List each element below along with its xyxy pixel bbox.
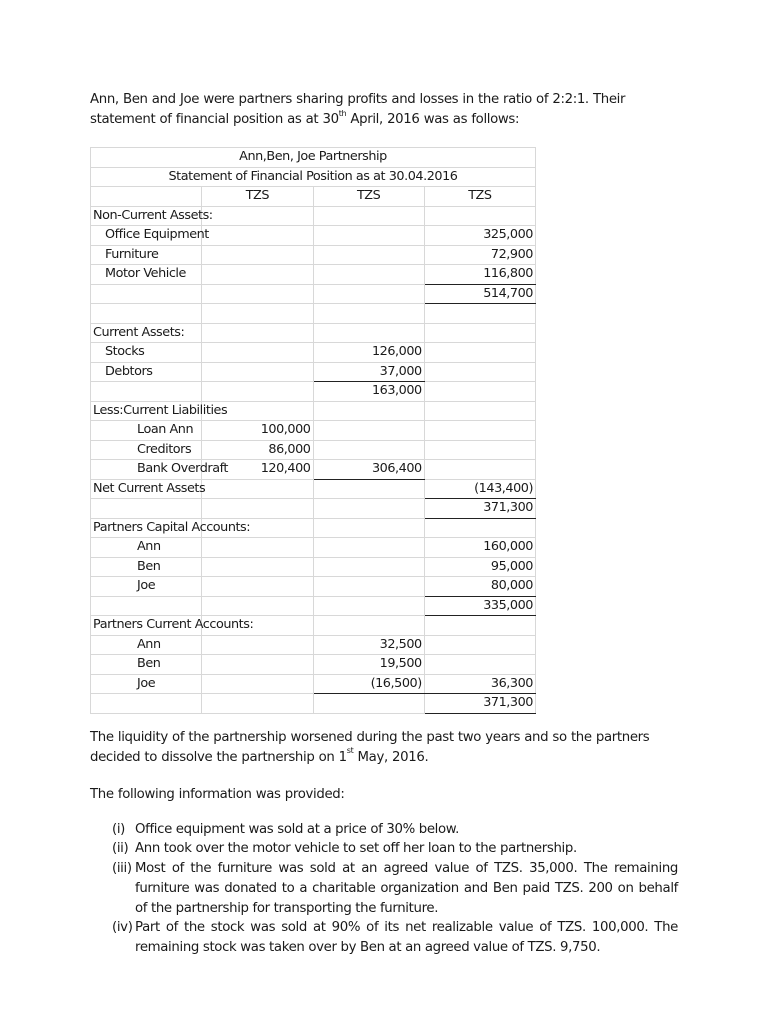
amount-cell: 514,700 [424, 284, 535, 304]
list-item-text: Part of the stock was sold at 90% of its net realizable value of TZS. 100,000. The remaining stock was taken over by Ben at an agreed value of TZS. 9,750. [135, 920, 678, 956]
amount-cell [202, 577, 313, 597]
statement-subtitle: Statement of Financial Position as at 30.04.2016 [91, 167, 536, 187]
table-row [91, 674, 536, 694]
amount-cell [202, 655, 313, 675]
amount-cell: (16,500) [313, 674, 424, 694]
intro-superscript: th [338, 108, 347, 118]
list-item-text: Ann took over the motor vehicle to set off her loan to the partnership. [135, 841, 577, 857]
amount-cell: 160,000 [424, 538, 535, 558]
table-row [91, 616, 536, 636]
statement-title: Ann,Ben, Joe Partnership [91, 148, 536, 168]
row-label: Motor Vehicle [91, 265, 202, 285]
amount-cell: 95,000 [424, 557, 535, 577]
amount-cell: 100,000 [202, 421, 313, 441]
amount-cell: 126,000 [313, 343, 424, 363]
amount-cell [202, 323, 313, 343]
table-row [91, 382, 536, 402]
statement-of-financial-position-table [90, 147, 536, 714]
list-item [112, 859, 678, 918]
dissolution-text: The liquidity of the partnership worsened during the past two years and so the partners decided to dissolve the partnership on 1 [90, 729, 650, 765]
amount-cell: 19,500 [313, 655, 424, 675]
amount-cell: 86,000 [202, 440, 313, 460]
table-row [91, 694, 536, 714]
amount-cell [202, 694, 313, 714]
row-label: Less:Current Liabilities [91, 401, 202, 421]
amount-cell: 32,500 [313, 635, 424, 655]
row-label [91, 304, 202, 324]
row-label: Stocks [91, 343, 202, 363]
list-item-number: (iv) [112, 920, 133, 936]
row-label: Loan Ann [91, 421, 202, 441]
amount-cell [313, 265, 424, 285]
row-label: Ben [91, 655, 202, 675]
dissolution-superscript: st [346, 746, 354, 756]
amount-cell: 371,300 [424, 499, 535, 519]
amount-cell [202, 538, 313, 558]
amount-cell [313, 694, 424, 714]
amount-cell [313, 518, 424, 538]
amount-cell [202, 674, 313, 694]
amount-cell [424, 421, 535, 441]
table-row [91, 245, 536, 265]
table-row [91, 596, 536, 616]
amount-cell: 163,000 [313, 382, 424, 402]
amount-cell [313, 499, 424, 519]
table-row [91, 479, 536, 499]
amount-cell [202, 557, 313, 577]
table-row [91, 538, 536, 558]
table-row [91, 226, 536, 246]
amount-cell [313, 421, 424, 441]
amount-cell [424, 323, 535, 343]
row-label: Joe [91, 577, 202, 597]
amount-cell [424, 616, 535, 636]
list-item-text: Most of the furniture was sold at an agreed value of TZS. 35,000. The remaining furniture was donated to a charitable organization and Ben paid TZS. 200 on behalf of the partnership for transporting the furniture. [135, 861, 678, 916]
amount-cell: 80,000 [424, 577, 535, 597]
row-label [91, 596, 202, 616]
table-row [91, 460, 536, 480]
document-page [90, 90, 690, 958]
table-row [91, 206, 536, 226]
amount-cell [313, 245, 424, 265]
intro-text-end: April, 2016 was as follows: [346, 112, 520, 127]
amount-cell [202, 206, 313, 226]
information-heading: The following information was provided: [90, 786, 345, 802]
table-row [91, 499, 536, 519]
row-label [91, 499, 202, 519]
amount-cell [424, 206, 535, 226]
amount-cell [313, 596, 424, 616]
amount-cell [202, 343, 313, 363]
amount-cell [202, 284, 313, 304]
table-row [91, 577, 536, 597]
amount-cell [424, 401, 535, 421]
table-row [91, 343, 536, 363]
table-row [91, 362, 536, 382]
amount-cell [202, 499, 313, 519]
row-label: Ann [91, 538, 202, 558]
table-row [91, 518, 536, 538]
currency-header: TZS [202, 187, 313, 207]
row-label: Net Current Assets [91, 479, 202, 499]
amount-cell [424, 518, 535, 538]
table-row [91, 304, 536, 324]
list-item-number: (ii) [112, 841, 129, 857]
amount-cell: (143,400) [424, 479, 535, 499]
amount-cell [424, 440, 535, 460]
amount-cell [202, 362, 313, 382]
amount-cell [313, 557, 424, 577]
amount-cell [313, 538, 424, 558]
row-label [91, 284, 202, 304]
table-row [91, 635, 536, 655]
amount-cell [313, 304, 424, 324]
currency-header-row [91, 187, 536, 207]
header-blank-cell [91, 187, 202, 207]
amount-cell: 306,400 [313, 460, 424, 480]
table-row [91, 557, 536, 577]
row-label: Furniture [91, 245, 202, 265]
amount-cell [202, 596, 313, 616]
list-item-text: Office equipment was sold at a price of 30% below. [135, 821, 459, 837]
table-row [91, 265, 536, 285]
intro-text: Ann, Ben and Joe were partners sharing profits and losses in the ratio of 2:2:1. Their statement of financial position as at 30 [90, 92, 626, 127]
amount-cell [202, 245, 313, 265]
currency-header: TZS [313, 187, 424, 207]
amount-cell [313, 440, 424, 460]
information-list [112, 820, 678, 959]
row-label: Non-Current Assets: [91, 206, 202, 226]
amount-cell: 72,900 [424, 245, 535, 265]
amount-cell [202, 479, 313, 499]
list-item-number: (iii) [112, 861, 132, 877]
amount-cell [424, 655, 535, 675]
amount-cell: 371,300 [424, 694, 535, 714]
list-item [112, 839, 678, 859]
currency-header: TZS [424, 187, 535, 207]
amount-cell [202, 304, 313, 324]
amount-cell [424, 304, 535, 324]
amount-cell [313, 226, 424, 246]
amount-cell: 120,400 [202, 460, 313, 480]
table-row [91, 440, 536, 460]
row-label: Debtors [91, 362, 202, 382]
row-label: Ann [91, 635, 202, 655]
table-row [91, 323, 536, 343]
row-label: Office Equipment [91, 226, 202, 246]
dissolution-text-end: May, 2016. [353, 749, 429, 765]
table-subtitle-row [91, 167, 536, 187]
amount-cell [424, 460, 535, 480]
amount-cell: 36,300 [424, 674, 535, 694]
row-label: Partners Capital Accounts: [91, 518, 202, 538]
amount-cell [424, 362, 535, 382]
table-row [91, 421, 536, 441]
amount-cell [424, 343, 535, 363]
list-item [112, 918, 678, 958]
amount-cell [313, 323, 424, 343]
amount-cell: 325,000 [424, 226, 535, 246]
row-label: Bank Overdraft [91, 460, 202, 480]
amount-cell [313, 284, 424, 304]
list-item [112, 820, 678, 840]
row-label: Joe [91, 674, 202, 694]
table-title-row [91, 148, 536, 168]
amount-cell [313, 479, 424, 499]
amount-cell [424, 382, 535, 402]
table-row [91, 284, 536, 304]
amount-cell [202, 226, 313, 246]
intro-paragraph [90, 90, 690, 130]
amount-cell: 37,000 [313, 362, 424, 382]
amount-cell [313, 616, 424, 636]
amount-cell [202, 635, 313, 655]
amount-cell [202, 265, 313, 285]
row-label: Creditors [91, 440, 202, 460]
amount-cell: 335,000 [424, 596, 535, 616]
list-item-number: (i) [112, 821, 126, 837]
amount-cell [313, 401, 424, 421]
row-label: Ben [91, 557, 202, 577]
table-row [91, 401, 536, 421]
amount-cell [424, 635, 535, 655]
row-label [91, 694, 202, 714]
row-label [91, 382, 202, 402]
amount-cell [202, 382, 313, 402]
row-label: Current Assets: [91, 323, 202, 343]
amount-cell [313, 577, 424, 597]
amount-cell: 116,800 [424, 265, 535, 285]
row-label: Partners Current Accounts: [91, 616, 202, 636]
dissolution-paragraph [90, 728, 690, 768]
amount-cell [313, 206, 424, 226]
table-row [91, 655, 536, 675]
